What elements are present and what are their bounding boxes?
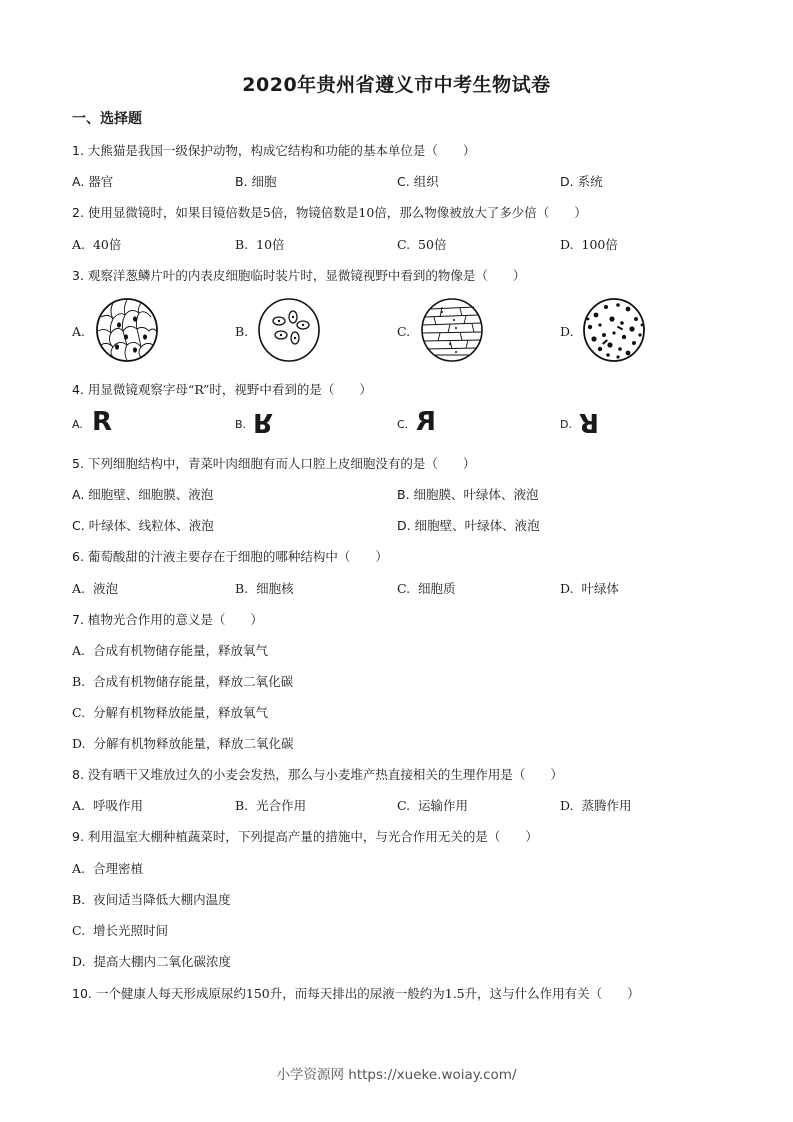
question-text: 葡萄酸甜的汁液主要存在于细胞的哪种结构中（ ） [87, 549, 388, 564]
option-c[interactable]: C. 分解有机物释放能量，释放氧气 [72, 705, 269, 720]
option-b[interactable]: B. 细胞核 [235, 581, 294, 596]
option-d[interactable]: D. 系统 [560, 174, 603, 189]
option-c[interactable]: C. 叶绿体、线粒体、液泡 [72, 518, 214, 533]
question-number: 8. [72, 767, 84, 782]
option-a[interactable]: A. 细胞壁、细胞膜、液泡 [72, 487, 214, 502]
letter-r-rotated-180: R [579, 407, 600, 437]
option-d-label[interactable]: D. [560, 324, 574, 339]
option-d-label[interactable]: D. [560, 418, 572, 431]
question-number: 3. [72, 268, 84, 283]
option-a[interactable]: A. 器官 [72, 174, 114, 189]
dotted-cells-figure [582, 297, 646, 363]
option-b-label[interactable]: B. [235, 324, 249, 339]
option-d[interactable]: D. 细胞壁、叶绿体、液泡 [397, 518, 540, 533]
option-a[interactable]: A. 40倍 [72, 237, 122, 252]
question-text: 大熊猫是我国一级保护动物，构成它结构和功能的基本单位是（ ） [87, 143, 476, 158]
section-heading: 一、选择题 [72, 111, 142, 127]
option-b-label[interactable]: B. [235, 418, 247, 431]
option-d[interactable]: D. 蒸腾作用 [560, 798, 632, 813]
option-c[interactable]: C. 50倍 [397, 237, 447, 252]
question-number: 7. [72, 612, 84, 627]
option-d[interactable]: D. 分解有机物释放能量，释放二氧化碳 [72, 736, 294, 751]
option-b[interactable]: B. 夜间适当降低大棚内温度 [72, 892, 231, 907]
option-b[interactable]: B. 合成有机物储存能量，释放二氧化碳 [72, 674, 294, 689]
page-title: 2020年贵州省遵义市中考生物试卷 [242, 74, 551, 96]
option-b[interactable]: B. 细胞 [235, 174, 277, 189]
option-c[interactable]: C. 运输作用 [397, 798, 469, 813]
irregular-cells-figure [95, 297, 159, 363]
option-a[interactable]: A. 合理密植 [72, 861, 143, 876]
option-d[interactable]: D. 提高大棚内二氧化碳浓度 [72, 954, 232, 969]
option-a-label[interactable]: A. [72, 418, 83, 431]
question-number: 4. [72, 382, 84, 397]
option-c[interactable]: C. 增长光照时间 [72, 923, 169, 938]
letter-r-flipped-vertical: R [253, 407, 274, 437]
question-number: 1. [72, 143, 84, 158]
option-a-label[interactable]: A. [72, 324, 86, 339]
option-b[interactable]: B. 10倍 [235, 237, 285, 252]
oval-cells-figure [257, 297, 321, 363]
question-text: 用显微镜观察字母“R”时，视野中看到的是（ ） [87, 382, 372, 397]
question-text: 观察洋葱鳞片叶的内表皮细胞临时装片时，显微镜视野中看到的物像是（ ） [87, 268, 526, 283]
question-number: 10. [72, 986, 92, 1001]
question-number: 5. [72, 456, 84, 471]
question-text: 利用温室大棚种植蔬菜时，下列提高产量的措施中，与光合作用无关的是（ ） [87, 829, 538, 844]
option-c[interactable]: C. 组织 [397, 174, 439, 189]
option-c[interactable]: C. 细胞质 [397, 581, 456, 596]
footer-watermark: 小学资源网 https://xueke.woiay.com/ [276, 1067, 517, 1083]
option-b[interactable]: B. 光合作用 [235, 798, 307, 813]
option-c-label[interactable]: C. [397, 324, 411, 339]
option-d[interactable]: D. 100倍 [560, 237, 618, 252]
question-text: 使用显微镜时，如果目镜倍数是5倍，物镜倍数是10倍，那么物像被放大了多少倍（ ） [87, 205, 587, 220]
option-d[interactable]: D. 叶绿体 [560, 581, 620, 596]
letter-r-flipped-horizontal: R [416, 407, 437, 437]
question-number: 6. [72, 549, 84, 564]
option-b[interactable]: B. 细胞膜、叶绿体、液泡 [397, 487, 539, 502]
question-text: 植物光合作用的意义是（ ） [87, 612, 263, 627]
letter-r-normal: R [92, 407, 113, 437]
question-text: 一个健康人每天形成原尿约150升，而每天排出的尿液一般约为1.5升，这与什么作用有关（ ） [95, 986, 640, 1001]
question-text: 下列细胞结构中，青菜叶肉细胞有而人口腔上皮细胞没有的是（ ） [87, 456, 476, 471]
option-c-label[interactable]: C. [397, 418, 409, 431]
option-a[interactable]: A. 合成有机物储存能量，释放氧气 [72, 643, 268, 658]
question-text: 没有晒干又堆放过久的小麦会发热，那么与小麦堆产热直接相关的生理作用是（ ） [87, 767, 563, 782]
option-a[interactable]: A. 液泡 [72, 581, 118, 596]
rectangular-cells-figure [420, 297, 484, 363]
question-number: 9. [72, 829, 84, 844]
question-number: 2. [72, 205, 84, 220]
option-a[interactable]: A. 呼吸作用 [72, 798, 143, 813]
